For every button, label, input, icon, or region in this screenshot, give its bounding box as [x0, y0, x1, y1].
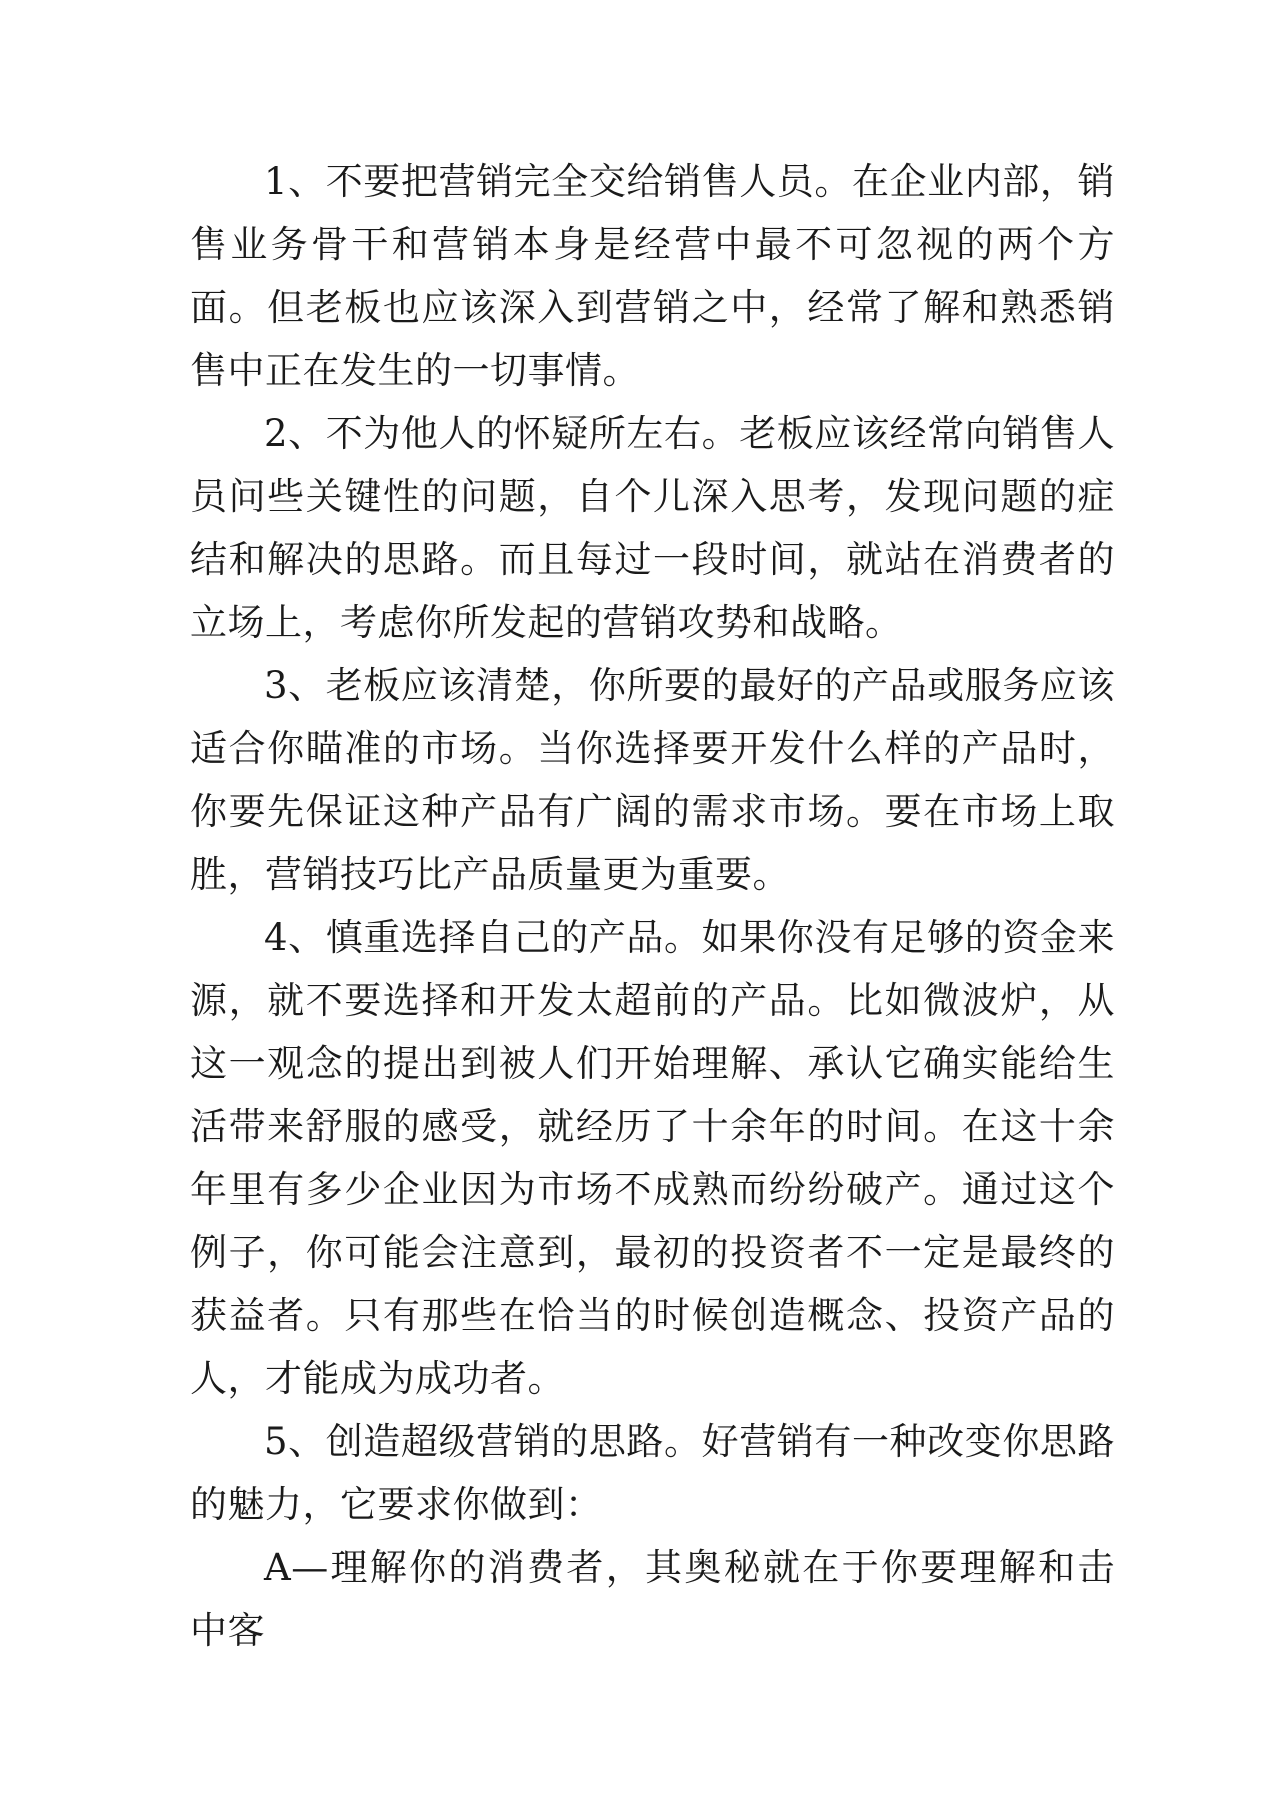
paragraph-1: 1、不要把营销完全交给销售人员。在企业内部，销售业务骨干和营销本身是经营中最不可忽视的两个方面。但老板也应该深入到营销之中，经常了解和熟悉销售中正在发生的一切事情。 — [190, 160, 1115, 392]
document-body — [190, 150, 1115, 1662]
paragraph-3: 3、老板应该清楚，你所要的最好的产品或服务应该适合你瞄准的市场。当你选择要开发什么样的产品时，你要先保证这种产品有广阔的需求市场。要在市场上取胜，营销技巧比产品质量更为重要。 — [190, 664, 1115, 896]
paragraph-6: A—理解你的消费者，其奥秘就在于你要理解和击中客 — [190, 1546, 1115, 1652]
paragraph-2: 2、不为他人的怀疑所左右。老板应该经常向销售人员问些关键性的问题，自个儿深入思考，发现问题的症结和解决的思路。而且每过一段时间，就站在消费者的立场上，考虑你所发起的营销攻势和战略。 — [190, 412, 1115, 644]
paragraph-4: 4、慎重选择自己的产品。如果你没有足够的资金来源，就不要选择和开发太超前的产品。比如微波炉，从这一观念的提出到被人们开始理解、承认它确实能给生活带来舒服的感受，就经历了十余年的时间。在这十余年里有多少企业因为市场不成熟而纷纷破产。通过这个例子，你可能会注意到，最初的投资者不一定是最终的获益者。只有那些在恰当的时候创造概念、投资产品的人，才能成为成功者。 — [190, 916, 1115, 1400]
paragraph-5: 5、创造超级营销的思路。好营销有一种改变你思路的魅力，它要求你做到： — [190, 1420, 1115, 1526]
